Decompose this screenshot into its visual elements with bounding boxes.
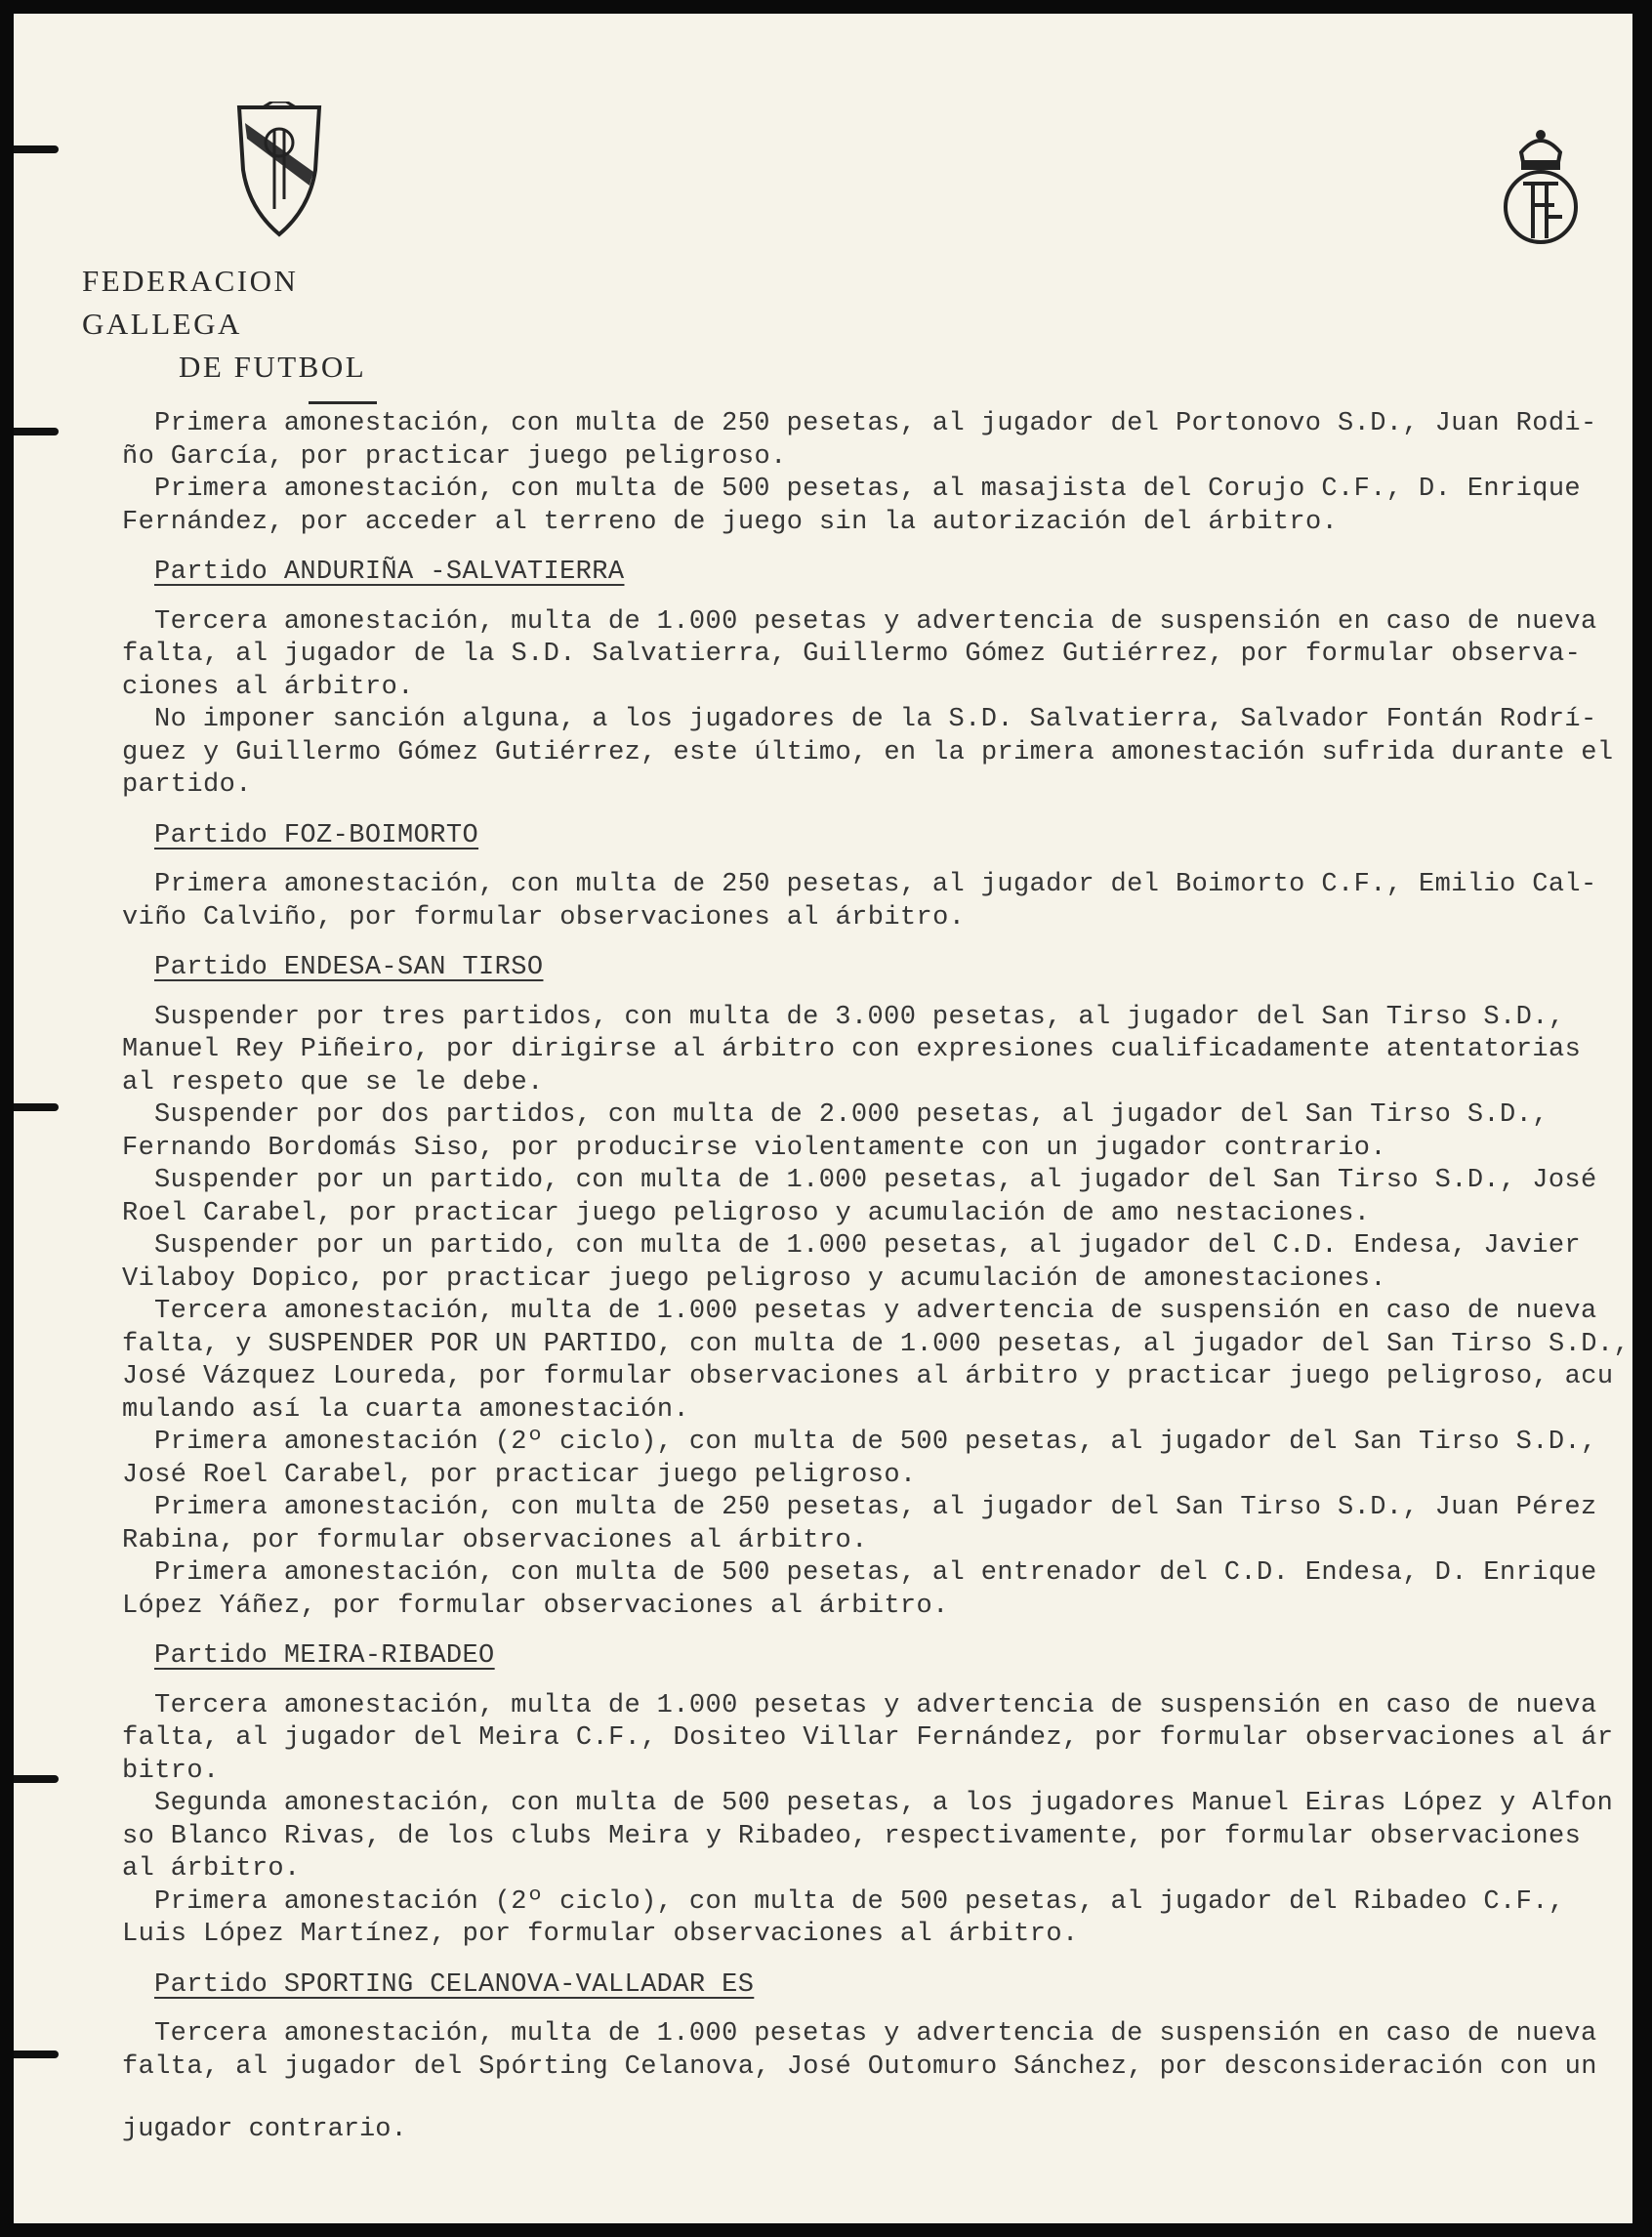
paragraph-line: Suspender por dos partidos, con multa de 2.000 pesetas, al jugador del San Tirso S.D., — [154, 1100, 1549, 1130]
sanction-paragraph — [122, 1557, 1632, 1623]
paragraph-line: bitro. — [122, 1756, 220, 1786]
match-heading — [122, 1969, 1632, 2003]
federation-shield-logo — [233, 102, 325, 238]
letterhead — [82, 260, 434, 404]
paragraph-line: falta, al jugador del Spórting Celanova, José Outomuro Sánchez, por desconsideración con un — [122, 2051, 1597, 2082]
paragraph-line: José Vázquez Loureda, por formular observaciones al árbitro y practicar juego peligroso, acu — [122, 1362, 1614, 1391]
rfef-crest-logo — [1494, 123, 1588, 250]
paragraph-line: No imponer sanción alguna, a los jugadores de la S.D. Salvatierra, Salvador Fontán Rodrí- — [154, 705, 1597, 734]
sanction-paragraph — [122, 1230, 1632, 1296]
paragraph-line: so Blanco Rivas, de los clubs Meira y Ribadeo, respectivamente, por formular observaciones — [122, 1821, 1582, 1851]
sanction-paragraph — [122, 1492, 1632, 1557]
paragraph-line: Suspender por un partido, con multa de 1.000 pesetas, al jugador del San Tirso S.D., José — [154, 1166, 1597, 1195]
paragraph-line: partido. — [122, 770, 252, 800]
sanction-paragraph — [122, 1788, 1632, 1886]
paragraph-line: Tercera amonestación, multa de 1.000 pesetas y advertencia de suspensión en caso de nueva — [154, 1297, 1597, 1326]
paragraph-line: Primera amonestación (2º ciclo), con multa de 500 pesetas, al jugador del Ribadeo C.F., — [154, 1886, 1565, 1917]
paragraph-line: López Yáñez, por formular observaciones al árbitro. — [122, 1591, 949, 1621]
match-heading — [122, 1640, 1632, 1674]
document-page — [14, 14, 1632, 2223]
paragraph-line: Primera amonestación, con multa de 250 pesetas, al jugador del Portonovo S.D., Juan Rodi- — [154, 409, 1597, 438]
paragraph-line: Primera amonestación, con multa de 250 pesetas, al jugador del San Tirso S.D., Juan Pérez — [154, 1493, 1597, 1522]
paragraph-line: Primera amonestación, con multa de 500 pesetas, al entrenador del C.D. Endesa, D. Enrique — [154, 1558, 1597, 1588]
paragraph-line: viño Calviño, por formular observaciones al árbitro. — [122, 902, 966, 932]
org-name-line1: FEDERACION GALLEGA — [82, 264, 299, 341]
sanction-paragraph — [122, 1690, 1632, 1789]
paragraph-line: al árbitro. — [122, 1854, 301, 1884]
match-heading-text: Partido SPORTING CELANOVA-VALLADAR ES — [154, 1969, 755, 2000]
paragraph-line: Tercera amonestación, multa de 1.000 pesetas y advertencia de suspensión en caso de nueva — [154, 1690, 1597, 1720]
paragraph-line: Tercera amonestación, multa de 1.000 pesetas y advertencia de suspensión en caso de nueva — [154, 2019, 1597, 2049]
paragraph-line: ciones al árbitro. — [122, 672, 414, 702]
sanction-paragraph — [122, 1002, 1632, 1100]
punch-hole-mark — [14, 2051, 59, 2058]
paragraph-line: mulando así la cuarta amonestación. — [122, 1394, 690, 1425]
paragraph-line: Tercera amonestación, multa de 1.000 pesetas y advertencia de suspensión en caso de nueva — [154, 606, 1597, 637]
paragraph-line: Primera amonestación, con multa de 250 pesetas, al jugador del Boimorto C.F., Emilio Cal- — [154, 870, 1597, 899]
paragraph-line: al respeto que se le debe. — [122, 1067, 544, 1098]
punch-hole-mark — [14, 1103, 59, 1111]
paragraph-line: Vilaboy Dopico, por practicar juego peligroso y acumulación de amonestaciones. — [122, 1263, 1387, 1294]
paragraph-line: falta, al jugador de la S.D. Salvatierra, Guillermo Gómez Gutiérrez, por formular observa- — [122, 640, 1582, 669]
sanction-paragraph — [122, 1099, 1632, 1165]
org-name-line2: DE FUTBOL — [179, 350, 367, 384]
sanction-paragraph — [122, 474, 1632, 539]
sanction-paragraph — [122, 2018, 1632, 2084]
paragraph-line: Fernández, por acceder al terreno de juego sin la autorización del árbitro. — [122, 507, 1339, 537]
paragraph-line: Segunda amonestación, con multa de 500 pesetas, a los jugadores Manuel Eiras López y Alfon — [154, 1789, 1614, 1818]
match-heading-text: Partido FOZ-BOIMORTO — [154, 820, 479, 850]
punch-hole-mark — [14, 428, 59, 435]
paragraph-line: Primera amonestación, con multa de 500 pesetas, al masajista del Corujo C.F., D. Enrique — [154, 475, 1582, 504]
paragraph-line: Primera amonestación (2º ciclo), con multa de 500 pesetas, al jugador del San Tirso S.D., — [154, 1428, 1597, 1457]
sanction-paragraph — [122, 704, 1632, 803]
match-heading-text: Partido ANDURIÑA -SALVATIERRA — [154, 558, 625, 587]
paragraph-line: guez y Guillermo Gómez Gutiérrez, este último, en la primera amonestación sufrida durante el — [122, 737, 1614, 767]
sanction-paragraph — [122, 1296, 1632, 1427]
sanction-paragraph — [122, 869, 1632, 934]
match-heading-text: Partido ENDESA-SAN TIRSO — [154, 953, 544, 982]
sanction-paragraph — [122, 1886, 1632, 1952]
header-rule — [309, 401, 377, 404]
sanction-paragraph — [122, 606, 1632, 705]
punch-hole-mark — [14, 145, 59, 153]
document-body — [122, 408, 1632, 2084]
sanction-paragraph — [122, 408, 1632, 474]
final-line: jugador contrario. — [122, 2115, 407, 2144]
match-heading — [122, 820, 1632, 853]
paragraph-line: ño García, por practicar juego peligroso. — [122, 441, 787, 472]
paragraph-line: Suspender por un partido, con multa de 1.000 pesetas, al jugador del C.D. Endesa, Javier — [154, 1231, 1582, 1261]
match-heading — [122, 557, 1632, 590]
match-heading-text: Partido MEIRA-RIBADEO — [154, 1641, 495, 1671]
paragraph-line: Luis López Martínez, por formular observaciones al árbitro. — [122, 1920, 1079, 1949]
sanction-paragraph — [122, 1427, 1632, 1492]
paragraph-line: Suspender por tres partidos, con multa de 3.000 pesetas, al jugador del San Tirso S.D., — [154, 1002, 1565, 1032]
punch-hole-mark — [14, 1775, 59, 1783]
paragraph-line: José Roel Carabel, por practicar juego peligroso. — [122, 1460, 917, 1490]
paragraph-line: Rabina, por formular observaciones al árbitro. — [122, 1525, 868, 1555]
paragraph-line: Manuel Rey Piñeiro, por dirigirse al árbitro con expresiones cualificadamente atentatorias — [122, 1035, 1582, 1064]
paragraph-line: falta, al jugador del Meira C.F., Dositeo Villar Fernández, por formular observaciones al ár — [122, 1723, 1614, 1753]
paragraph-line: falta, y SUSPENDER POR UN PARTIDO, con multa de 1.000 pesetas, al jugador del San Tirso S.D., — [122, 1329, 1631, 1359]
sanction-paragraph — [122, 1165, 1632, 1230]
paragraph-line: Fernando Bordomás Siso, por producirse violentamente con un jugador contrario. — [122, 1133, 1387, 1163]
paragraph-line: Roel Carabel, por practicar juego peligroso y acumulación de amo nestaciones. — [122, 1198, 1371, 1228]
match-heading — [122, 952, 1632, 985]
